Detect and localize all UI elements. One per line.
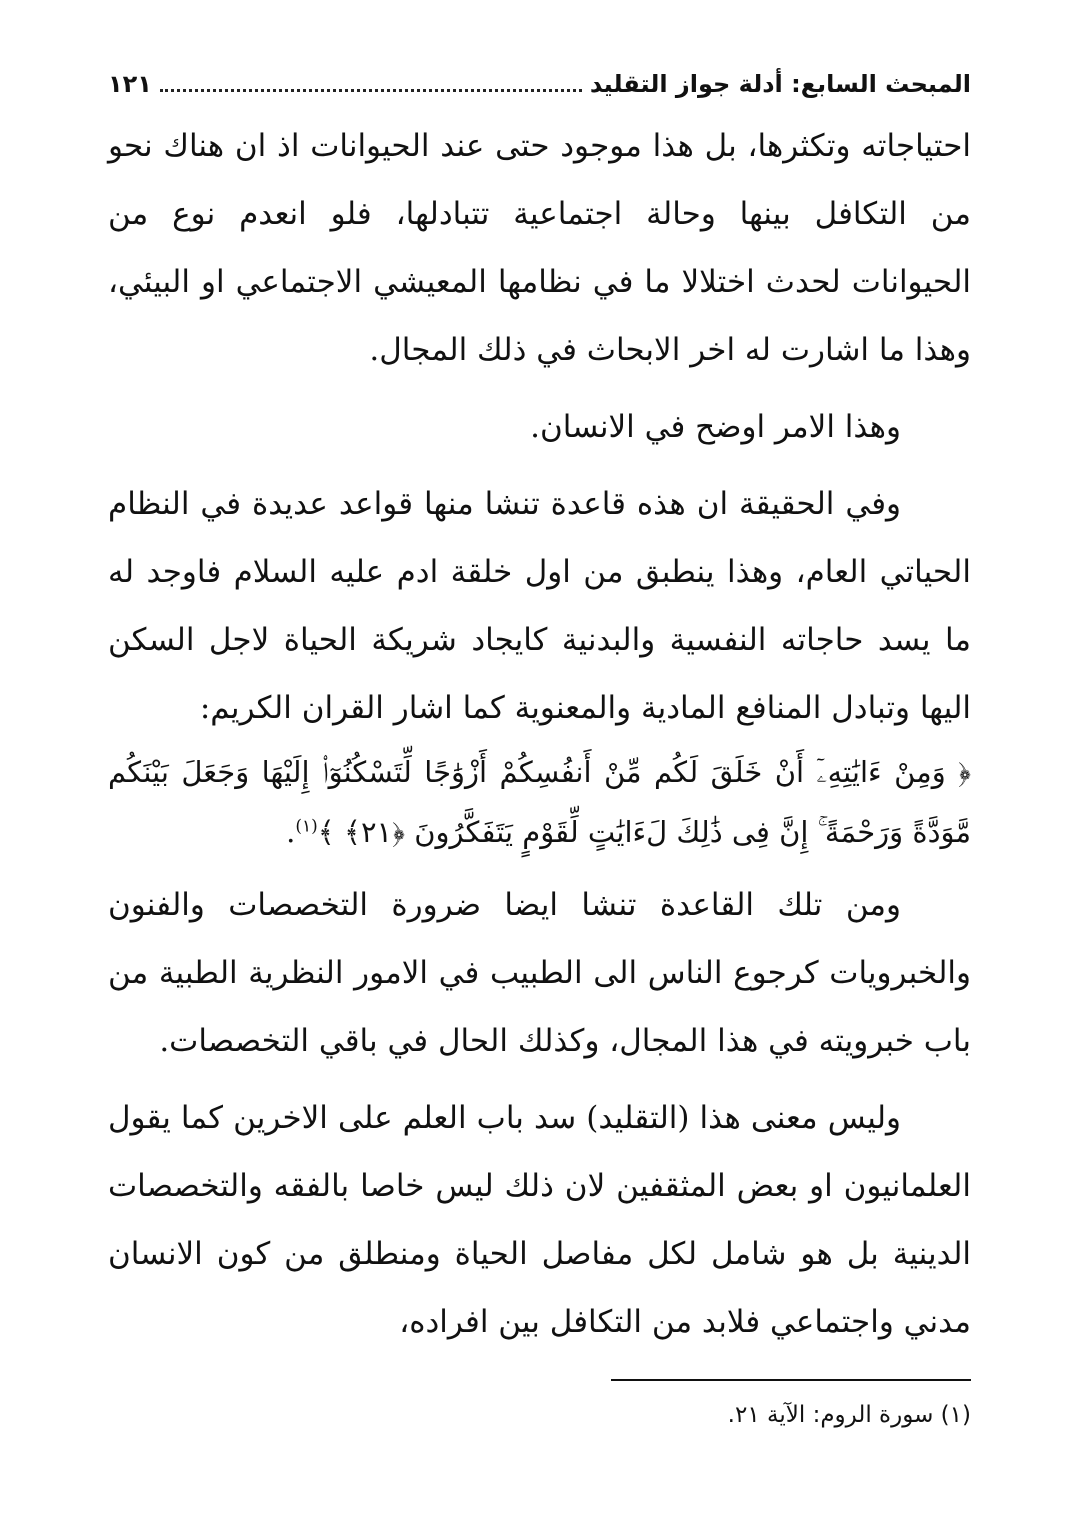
footnote: (١) سورة الروم: الآية ٢١.	[727, 1402, 971, 1428]
page-number: ١٢١	[108, 70, 152, 98]
header-dot-leader	[160, 89, 582, 92]
footnote-reference: (١)	[295, 816, 318, 837]
paragraph-3: وفي الحقيقة ان هذه قاعدة تنشا منها قواعد عديدة في النظام الحياتي العام، وهذا ينطبق من اول خلقة ادم عليه السلام فاوجد له ما يسد حاجاته النفسية والبدنية كايجاد شريكة الحياة لاجل السكن اليها وتبادل المنافع المادية والمعنوية كما اشار القران الكريم:	[108, 486, 971, 726]
paragraph-2: وهذا الامر اوضح في الانسان.	[530, 409, 901, 445]
page-body	[108, 112, 971, 1356]
quran-verse: ﴿ وَمِنْ ءَايَٰتِهِۦٓ أَنْ خَلَقَ لَكُم مِّنْ أَنفُسِكُمْ أَزْوَٰجًا لِّتَسْكُنُوٓا۟ إِلَيْهَا وَجَعَلَ بَيْنَكُم مَّوَدَّةً وَرَحْمَةً ۚ إِنَّ فِى ذَٰلِكَ لَءَايَٰتٍ لِّقَوْمٍ يَتَفَكَّرُونَ ﴿٢١﴾ ﴾	[108, 755, 971, 849]
running-header	[108, 58, 971, 98]
chapter-title: المبحث السابع: أدلة جواز التقليد	[589, 70, 971, 98]
paragraph-4: ومن تلك القاعدة تنشا ايضا ضرورة التخصصات والفنون والخبرويات كرجوع الناس الى الطبيب في الامور النظرية الطبية من باب خبرويته في هذا المجال، وكذلك الحال في باقي التخصصات.	[108, 887, 971, 1059]
quran-verse-block: ﴿ وَمِنْ ءَايَٰتِهِۦٓ أَنْ خَلَقَ لَكُم مِّنْ أَنفُسِكُمْ أَزْوَٰجًا لِّتَسْكُنُوٓا۟ إِلَيْهَا وَجَعَلَ بَيْنَكُم مَّوَدَّةً وَرَحْمَةً ۚ إِنَّ فِى ذَٰلِكَ لَءَايَٰتٍ لِّقَوْمٍ يَتَفَكَّرُونَ ﴿٢١﴾ ﴾$^{(١)}$.	[108, 755, 971, 849]
paragraph-5: وليس معنى هذا (التقليد) سد باب العلم على الاخرين كما يقول العلمانيون او بعض المثقفين لان ذلك ليس خاصا بالفقه والتخصصات الدينية بل هو شامل لكل مفاصل الحياة ومنطلق من كون الانسان مدني واجتماعي فلابد من التكافل بين افراده،	[108, 1100, 971, 1340]
paragraph-1: احتياجاته وتكثرها، بل هذا موجود حتى عند الحيوانات اذ ان هناك نحو من التكافل بينها وحالة اجتماعية تتبادلها، فلو انعدم نوع من الحيوانات لحدث اختلالا ما في نظامها المعيشي الاجتماعي او البيئي، وهذا ما اشارت له اخر الابحاث في ذلك المجال.	[108, 128, 971, 368]
footnote-separator	[611, 1379, 971, 1381]
